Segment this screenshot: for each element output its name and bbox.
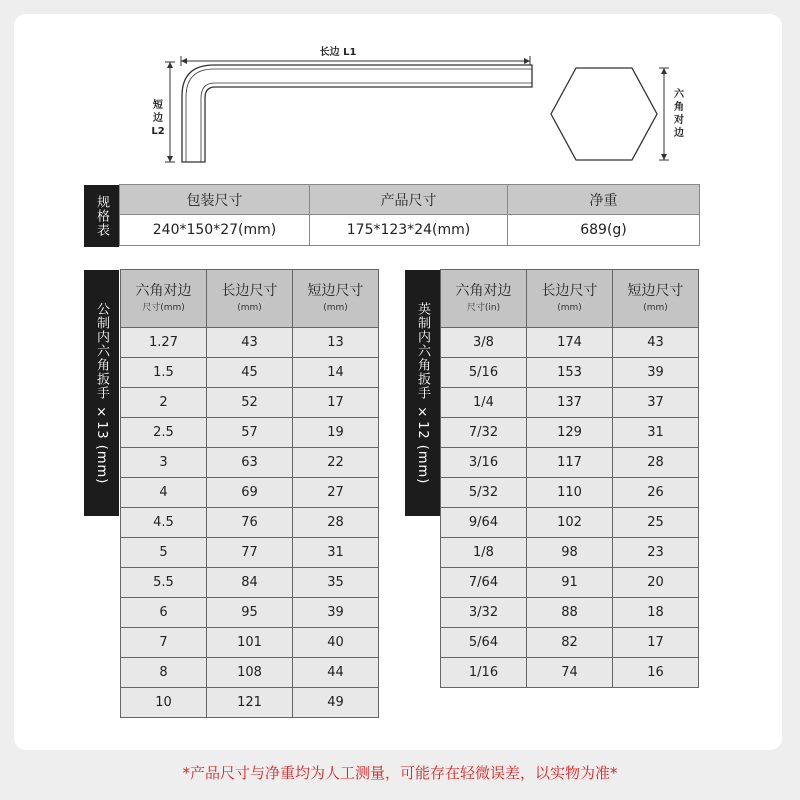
imperial-table-row bbox=[441, 388, 699, 418]
imperial-cell-across-flats: 1/4 bbox=[441, 388, 527, 418]
metric-cell-across-flats: 8 bbox=[121, 658, 207, 688]
imperial-header-long-side-unit: (mm) bbox=[557, 302, 582, 313]
metric-table-row bbox=[121, 658, 379, 688]
metric-cell-across-flats: 7 bbox=[121, 628, 207, 658]
imperial-cell-short-side: 20 bbox=[613, 568, 699, 598]
imperial-table-row bbox=[441, 328, 699, 358]
imperial-cell-short-side: 26 bbox=[613, 478, 699, 508]
imperial-table-row bbox=[441, 628, 699, 658]
imperial-cell-across-flats: 9/64 bbox=[441, 508, 527, 538]
metric-header-long-side-main: 长边尺寸 bbox=[221, 282, 278, 299]
metric-header-short-side-main: 短边尺寸 bbox=[307, 282, 364, 299]
imperial-header-across-flats bbox=[441, 270, 527, 328]
imperial-cell-across-flats: 3/16 bbox=[441, 448, 527, 478]
imperial-table-row bbox=[441, 598, 699, 628]
metric-cell-across-flats: 2.5 bbox=[121, 418, 207, 448]
metric-cell-across-flats: 4.5 bbox=[121, 508, 207, 538]
imperial-table-body bbox=[441, 328, 699, 688]
metric-cell-short-side: 44 bbox=[293, 658, 379, 688]
imperial-cell-long-side: 102 bbox=[527, 508, 613, 538]
metric-header-long-side-unit: (mm) bbox=[237, 302, 262, 313]
short-side-dimension bbox=[151, 62, 175, 162]
metric-table-row bbox=[121, 448, 379, 478]
hexagon-shape bbox=[551, 68, 657, 160]
metric-cell-across-flats: 10 bbox=[121, 688, 207, 718]
footnote: *产品尺寸与净重均为人工测量，可能存在轻微误差，以实物为准* bbox=[182, 764, 618, 782]
spec-header-weight: 净重 bbox=[508, 185, 700, 215]
spec-value-product: 175*123*24(mm) bbox=[310, 215, 508, 246]
imperial-cell-long-side: 74 bbox=[527, 658, 613, 688]
imperial-cell-short-side: 28 bbox=[613, 448, 699, 478]
metric-table-row bbox=[121, 388, 379, 418]
metric-table-row bbox=[121, 598, 379, 628]
metric-cell-long-side: 69 bbox=[207, 478, 293, 508]
metric-cell-across-flats: 1.5 bbox=[121, 358, 207, 388]
imperial-cell-across-flats: 7/64 bbox=[441, 568, 527, 598]
imperial-header-across-flats-unit: 尺寸(in) bbox=[466, 302, 501, 313]
spec-side-label-text: 规格表 bbox=[94, 195, 109, 237]
imperial-table-row bbox=[441, 478, 699, 508]
metric-cell-long-side: 43 bbox=[207, 328, 293, 358]
metric-header-row bbox=[121, 270, 379, 328]
metric-cell-across-flats: 3 bbox=[121, 448, 207, 478]
spec-header-product: 产品尺寸 bbox=[310, 185, 508, 215]
imperial-table-row bbox=[441, 568, 699, 598]
metric-cell-short-side: 40 bbox=[293, 628, 379, 658]
imperial-cell-long-side: 117 bbox=[527, 448, 613, 478]
across-flats-label-3: 对 bbox=[674, 115, 684, 126]
metric-table-row bbox=[121, 688, 379, 718]
metric-header-across-flats-unit: 尺寸(mm) bbox=[142, 302, 185, 313]
imperial-cell-long-side: 174 bbox=[527, 328, 613, 358]
metric-cell-short-side: 19 bbox=[293, 418, 379, 448]
across-flats-dimension bbox=[659, 68, 685, 160]
imperial-header-short-side bbox=[613, 270, 699, 328]
metric-cell-short-side: 22 bbox=[293, 448, 379, 478]
imperial-cell-short-side: 25 bbox=[613, 508, 699, 538]
imperial-table-row bbox=[441, 448, 699, 478]
metric-header-across-flats bbox=[121, 270, 207, 328]
spec-side-label bbox=[84, 185, 119, 247]
long-side-label: 长边 L1 bbox=[319, 47, 357, 58]
metric-cell-across-flats: 2 bbox=[121, 388, 207, 418]
imperial-cell-long-side: 82 bbox=[527, 628, 613, 658]
imperial-table bbox=[440, 269, 699, 688]
metric-table-row bbox=[121, 508, 379, 538]
imperial-cell-short-side: 23 bbox=[613, 538, 699, 568]
imperial-cell-long-side: 137 bbox=[527, 388, 613, 418]
metric-table bbox=[120, 269, 379, 718]
across-flats-label-2: 角 bbox=[674, 102, 684, 113]
metric-cell-long-side: 63 bbox=[207, 448, 293, 478]
imperial-cell-across-flats: 1/8 bbox=[441, 538, 527, 568]
imperial-cell-long-side: 129 bbox=[527, 418, 613, 448]
imperial-cell-across-flats: 5/32 bbox=[441, 478, 527, 508]
imperial-table-row bbox=[441, 538, 699, 568]
imperial-header-across-flats-main: 六角对边 bbox=[455, 282, 512, 299]
metric-cell-short-side: 28 bbox=[293, 508, 379, 538]
metric-side-label-text: 公制内六角扳手 ×13 (mm) bbox=[94, 301, 109, 485]
imperial-cell-long-side: 98 bbox=[527, 538, 613, 568]
metric-header-short-side-unit: (mm) bbox=[323, 302, 348, 313]
metric-table-row bbox=[121, 358, 379, 388]
metric-table-row bbox=[121, 538, 379, 568]
metric-cell-long-side: 95 bbox=[207, 598, 293, 628]
imperial-cell-across-flats: 5/64 bbox=[441, 628, 527, 658]
imperial-cell-long-side: 110 bbox=[527, 478, 613, 508]
imperial-cell-across-flats: 7/32 bbox=[441, 418, 527, 448]
across-flats-label-1: 六 bbox=[674, 89, 684, 100]
metric-cell-long-side: 77 bbox=[207, 538, 293, 568]
hex-key-shape bbox=[182, 65, 532, 162]
spec-table bbox=[119, 184, 700, 246]
imperial-cell-short-side: 31 bbox=[613, 418, 699, 448]
imperial-side-label-text: 英制内六角扳手 ×12 (mm) bbox=[415, 301, 430, 485]
short-side-label-2: 边 bbox=[153, 113, 163, 124]
imperial-cell-short-side: 16 bbox=[613, 658, 699, 688]
imperial-side-label bbox=[405, 270, 440, 516]
imperial-header-long-side bbox=[527, 270, 613, 328]
imperial-cell-short-side: 37 bbox=[613, 388, 699, 418]
metric-cell-short-side: 17 bbox=[293, 388, 379, 418]
metric-table-row bbox=[121, 328, 379, 358]
metric-cell-long-side: 108 bbox=[207, 658, 293, 688]
metric-header-across-flats-main: 六角对边 bbox=[135, 282, 192, 299]
imperial-header-short-side-main: 短边尺寸 bbox=[627, 282, 684, 299]
across-flats-label-4: 边 bbox=[674, 128, 684, 139]
metric-header-long-side bbox=[207, 270, 293, 328]
metric-cell-across-flats: 1.27 bbox=[121, 328, 207, 358]
metric-cell-short-side: 49 bbox=[293, 688, 379, 718]
metric-table-body bbox=[121, 328, 379, 718]
imperial-cell-short-side: 43 bbox=[613, 328, 699, 358]
metric-cell-short-side: 13 bbox=[293, 328, 379, 358]
metric-header-short-side bbox=[293, 270, 379, 328]
imperial-table-row bbox=[441, 658, 699, 688]
metric-cell-long-side: 76 bbox=[207, 508, 293, 538]
metric-cell-short-side: 14 bbox=[293, 358, 379, 388]
imperial-header-long-side-main: 长边尺寸 bbox=[541, 282, 598, 299]
imperial-header-short-side-unit: (mm) bbox=[643, 302, 668, 313]
metric-cell-short-side: 39 bbox=[293, 598, 379, 628]
imperial-cell-long-side: 88 bbox=[527, 598, 613, 628]
metric-cell-across-flats: 5 bbox=[121, 538, 207, 568]
metric-cell-long-side: 121 bbox=[207, 688, 293, 718]
imperial-cell-long-side: 153 bbox=[527, 358, 613, 388]
imperial-table-row bbox=[441, 508, 699, 538]
imperial-cell-long-side: 91 bbox=[527, 568, 613, 598]
imperial-cell-across-flats: 3/32 bbox=[441, 598, 527, 628]
metric-table-row bbox=[121, 478, 379, 508]
metric-side-label bbox=[84, 270, 119, 516]
metric-table-row bbox=[121, 628, 379, 658]
metric-cell-across-flats: 5.5 bbox=[121, 568, 207, 598]
long-side-dimension bbox=[181, 44, 530, 66]
metric-table-row bbox=[121, 418, 379, 448]
metric-cell-across-flats: 6 bbox=[121, 598, 207, 628]
imperial-table-row bbox=[441, 358, 699, 388]
spec-header-row bbox=[120, 185, 700, 215]
spec-header-package: 包装尺寸 bbox=[120, 185, 310, 215]
wrench-diagram bbox=[0, 0, 800, 180]
imperial-cell-short-side: 17 bbox=[613, 628, 699, 658]
metric-cell-short-side: 31 bbox=[293, 538, 379, 568]
metric-cell-long-side: 45 bbox=[207, 358, 293, 388]
metric-cell-long-side: 52 bbox=[207, 388, 293, 418]
spec-value-weight: 689(g) bbox=[508, 215, 700, 246]
imperial-header-row bbox=[441, 270, 699, 328]
metric-table-row bbox=[121, 568, 379, 598]
metric-cell-long-side: 101 bbox=[207, 628, 293, 658]
imperial-table-row bbox=[441, 418, 699, 448]
metric-cell-short-side: 27 bbox=[293, 478, 379, 508]
metric-cell-long-side: 84 bbox=[207, 568, 293, 598]
short-side-label-1: 短 bbox=[153, 100, 163, 111]
metric-cell-short-side: 35 bbox=[293, 568, 379, 598]
spec-value-row bbox=[120, 215, 700, 246]
spec-value-package: 240*150*27(mm) bbox=[120, 215, 310, 246]
imperial-cell-across-flats: 1/16 bbox=[441, 658, 527, 688]
imperial-cell-short-side: 39 bbox=[613, 358, 699, 388]
short-side-label-3: L2 bbox=[151, 126, 165, 137]
metric-cell-across-flats: 4 bbox=[121, 478, 207, 508]
metric-cell-long-side: 57 bbox=[207, 418, 293, 448]
imperial-cell-short-side: 18 bbox=[613, 598, 699, 628]
imperial-cell-across-flats: 5/16 bbox=[441, 358, 527, 388]
imperial-cell-across-flats: 3/8 bbox=[441, 328, 527, 358]
